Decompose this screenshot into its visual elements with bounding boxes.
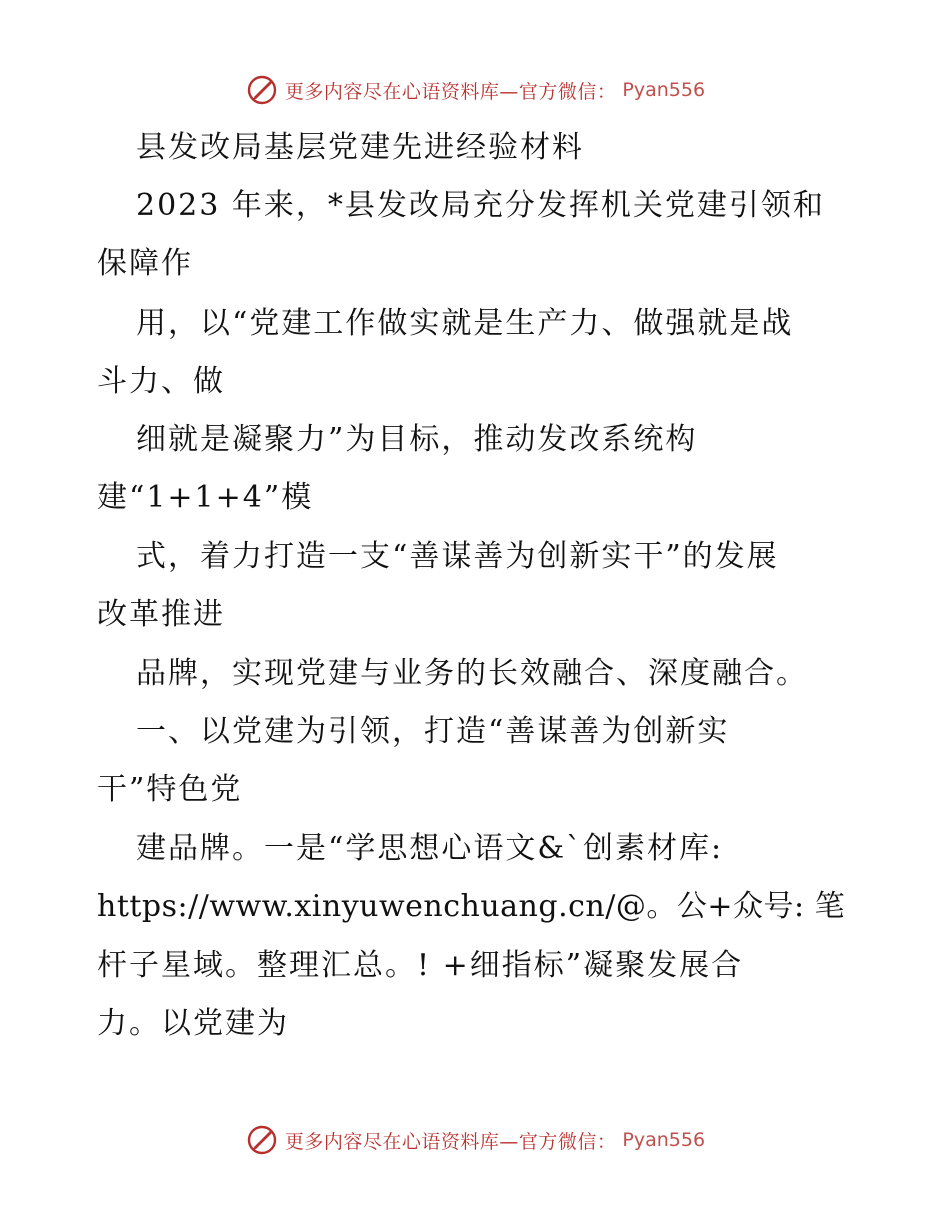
watermark-text: 更多内容尽在心语资料库—官方微信：: [284, 1130, 617, 1153]
paragraph-line: 品牌，实现党建与业务的长效融合、深度融合。: [136, 656, 808, 691]
watermark-text: 更多内容尽在心语资料库—官方微信：: [284, 80, 617, 103]
paragraph-line: 斗力、做: [97, 364, 225, 399]
doc-title: 县发改局基层党建先进经验材料: [136, 130, 584, 165]
paragraph-line: 杆子星域。整理汇总。! +细指标”凝聚发展合: [97, 948, 744, 983]
paragraph-line: 保障作: [97, 246, 193, 281]
footer-watermark: [0, 1120, 950, 1160]
section-heading: 一、以党建为引领，打造“善谋善为创新实: [136, 714, 730, 749]
quill-seal-icon: [245, 1123, 279, 1157]
paragraph-line: 改革推进: [97, 597, 225, 632]
watermark-wechat-id: Pyan556: [622, 1129, 706, 1151]
paragraph-line: 2023 年来，*县发改局充分发挥机关党建引领和: [136, 188, 825, 223]
paragraph-line: 建品牌。一是“学思想心语文&`创素材库:: [136, 831, 724, 866]
paragraph-line: 力。以党建为: [97, 1006, 289, 1041]
paragraph-line: 建“1+1+4”模: [97, 480, 314, 515]
paragraph-line: 细就是凝聚力”为目标，推动发改系统构: [136, 422, 698, 457]
watermark-wechat-id: Pyan556: [622, 79, 706, 101]
paragraph-line: 用，以“党建工作做实就是生产力、做强就是战: [136, 306, 794, 341]
paragraph-line: 式，着力打造一支“善谋善为创新实干”的发展: [136, 539, 779, 574]
paragraph-line: 干”特色党: [97, 772, 243, 807]
paragraph-line-url: https://www.xinyuwenchuang.cn/@。公+众号: 笔: [97, 889, 846, 924]
